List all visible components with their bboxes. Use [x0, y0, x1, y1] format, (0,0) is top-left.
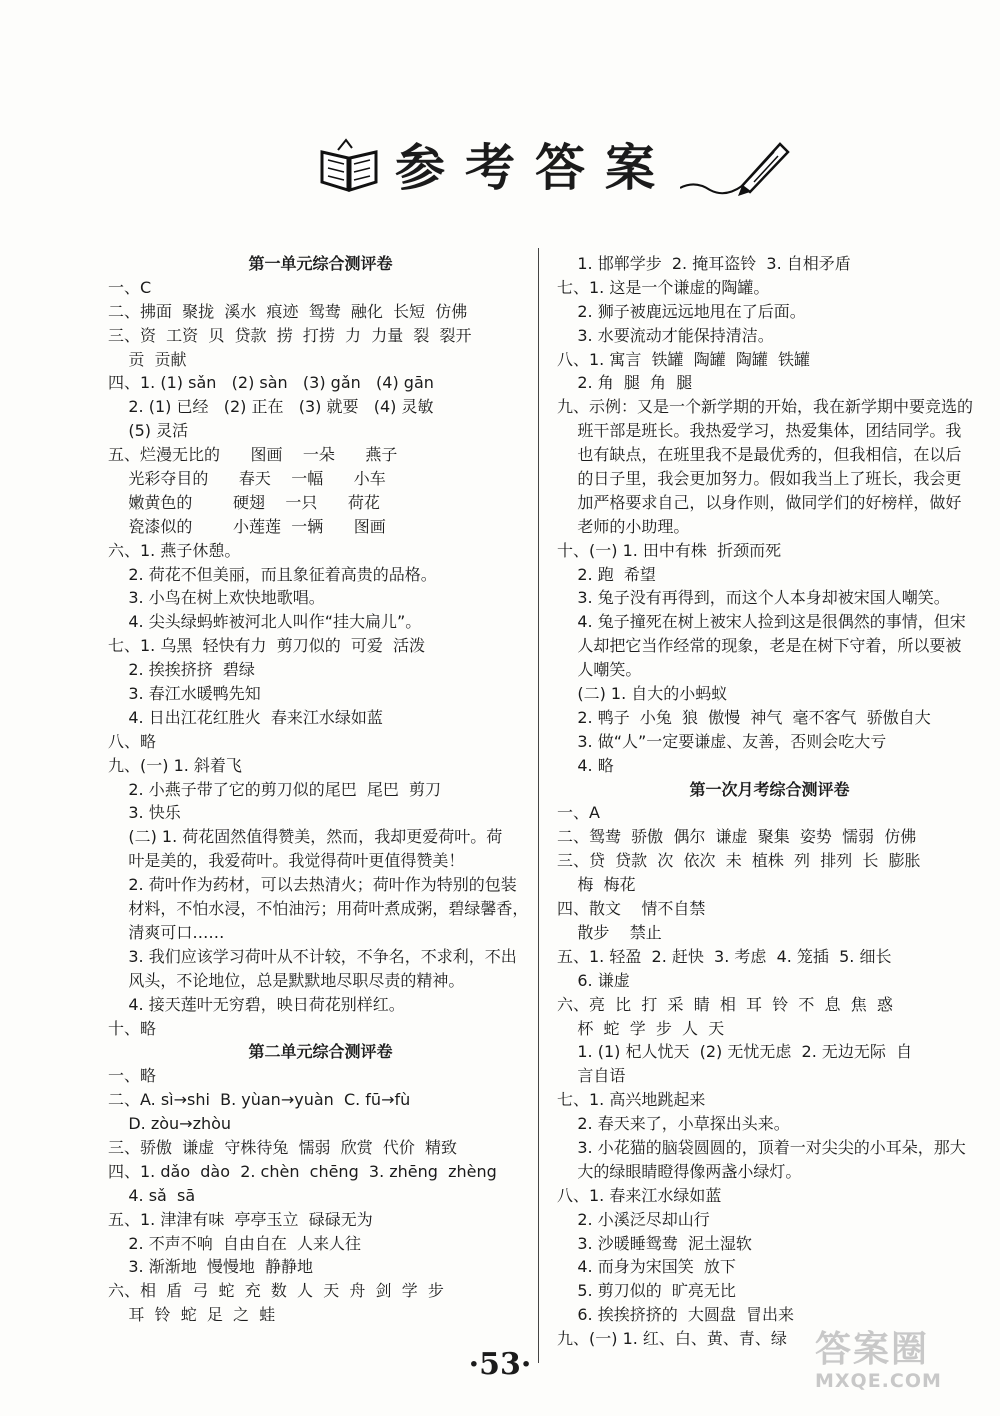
- answer-line: 6. 谦虚: [557, 970, 630, 990]
- answer-line: 叶是美的，我爱荷叶。我觉得荷叶更值得赞美！: [108, 851, 465, 871]
- open-book-icon: [318, 138, 380, 194]
- section-heading: 第二单元综合测评卷: [248, 1042, 393, 1062]
- answer-line: 2. 角 腿 角 腿: [557, 373, 693, 393]
- answer-line: (二) 1. 自大的小蚂蚁: [557, 684, 728, 704]
- pen-icon: [680, 130, 790, 200]
- answer-line: 4. 日出江花红胜火 春来江水绿如蓝: [108, 707, 383, 727]
- answer-line: 一、C: [108, 277, 152, 297]
- answer-line: 2. 挨挨挤挤 碧绿: [108, 660, 255, 680]
- answer-line: 言自语: [557, 1066, 626, 1086]
- page-header: [0, 0, 1000, 240]
- answer-line: 4. 尖头绿蚂蚱被河北人叫作“挂大扁儿”。: [108, 612, 422, 632]
- answer-line: 6. 挨挨挤挤的 大圆盘 冒出来: [557, 1305, 795, 1325]
- answer-line: 也有缺点，在班里我不是最优秀的，但我相信，在以后: [557, 445, 962, 465]
- answer-line: 四、散文 情不自禁: [557, 899, 706, 919]
- answer-line: 四、1. dǎo dào 2. chèn chēng 3. zhēng zhèng: [108, 1161, 497, 1181]
- watermark-logo: [815, 1330, 990, 1410]
- answer-line: 加严格要求自己，以身作则，做同学们的好榜样，做好: [557, 492, 962, 512]
- answer-line: 老师的小助理。: [557, 516, 690, 536]
- answer-line: 人嘲笑。: [557, 660, 642, 680]
- answer-line: 一、略: [108, 1066, 157, 1086]
- answer-line: 1. (1) 杞人忧天 (2) 无忧无虑 2. 无边无际 自: [557, 1042, 913, 1062]
- answer-line: 材料，不怕水浸，不怕油污；用荷叶煮成粥，碧绿馨香，: [108, 899, 529, 919]
- answer-line: 4. 而身为宋国笑 放下: [557, 1257, 736, 1277]
- answer-line: 光彩夺目的 春天 一幅 小车: [108, 469, 386, 489]
- answer-line: 4. sǎ sā: [108, 1185, 196, 1205]
- answer-line: (5) 灵活: [108, 421, 189, 441]
- answer-line: 风头，不论地位，总是默默地尽职尽责的精神。: [108, 970, 465, 990]
- answer-line: 2. 鸭子 小兔 狼 傲慢 神气 毫不客气 骄傲自大: [557, 707, 931, 727]
- answer-line: 十、(一) 1. 田中有株 折颈而死: [557, 540, 782, 560]
- right-answer-column: [557, 252, 982, 1351]
- answer-line: 3. 小花猫的脑袋圆圆的，顶着一对尖尖的小耳朵，那大: [557, 1137, 966, 1157]
- answer-line: 1. 邯郸学步 2. 掩耳盗铃 3. 自相矛盾: [557, 254, 851, 273]
- watermark-mark: 答案圈: [815, 1329, 930, 1370]
- answer-line: 杯 蛇 学 步 人 天: [557, 1018, 725, 1038]
- answer-line: 散步 禁止: [557, 922, 662, 942]
- answer-line: 九、(一) 1. 斜着飞: [108, 755, 242, 775]
- answer-line: 梅 梅花: [557, 875, 636, 895]
- answer-line: 七、1. 这是一个谦虚的陶罐。: [557, 277, 770, 297]
- answer-line: 的日子里，我会更加努力。假如我当上了班长，我会更: [557, 469, 962, 489]
- answer-line: 八、1. 春来江水绿如蓝: [557, 1185, 722, 1205]
- answer-line: 大的绿眼睛瞪得像两盏小绿灯。: [557, 1161, 802, 1181]
- page-title: 参考答案: [395, 138, 675, 197]
- answer-line: 七、1. 高兴地跳起来: [557, 1090, 706, 1110]
- answer-line: 二、A. sì→shi B. yùan→yuàn C. fū→fù: [108, 1090, 411, 1110]
- answer-line: 3. 我们应该学习荷叶从不计较，不争名，不求利，不出: [108, 946, 517, 966]
- answer-line: 3. 沙暖睡鸳鸯 泥土湿软: [557, 1233, 752, 1253]
- answer-line: 五、烂漫无比的 图画 一朵 燕子: [108, 445, 398, 465]
- answer-line: 2. (1) 已经 (2) 正在 (3) 就要 (4) 灵敏: [108, 397, 434, 417]
- answer-line: 清爽可口……: [108, 922, 225, 942]
- answer-line: 3. 快乐: [108, 803, 181, 823]
- answer-line: 2. 荷花不但美丽，而且象征着高贵的品格。: [108, 564, 437, 584]
- answer-line: 2. 荷叶作为药材，可以去热清火；荷叶作为特别的包装: [108, 875, 517, 895]
- answer-line: 4. 略: [557, 755, 614, 775]
- answer-line: 七、1. 乌黑 轻快有力 剪刀似的 可爱 活泼: [108, 636, 426, 656]
- answer-line: 三、贷 贷款 次 依次 未 植株 列 排列 长 膨胀: [557, 851, 921, 871]
- answer-line: 贡 贡献: [108, 349, 187, 369]
- answer-line: 2. 春天来了，小草探出头来。: [557, 1114, 790, 1134]
- answer-line: 班干部是班长。我热爱学习，热爱集体，团结同学。我: [557, 421, 962, 441]
- answer-line: 3. 小鸟在树上欢快地歌唱。: [108, 588, 325, 608]
- watermark-url: MXQE.COM: [815, 1370, 942, 1392]
- answer-line: 五、1. 轻盈 2. 赶快 3. 考虑 4. 笼插 5. 细长: [557, 946, 892, 966]
- answer-line: 六、1. 燕子休憩。: [108, 540, 241, 560]
- answer-line: 四、1. (1) sǎn (2) sàn (3) gǎn (4) gān: [108, 373, 434, 393]
- answer-line: (二) 1. 荷花固然值得赞美，然而，我却更爱荷叶。荷: [108, 827, 503, 847]
- answer-line: 5. 剪刀似的 旷亮无比: [557, 1281, 736, 1301]
- answer-line: 2. 不声不响 自由自在 人来人往: [108, 1233, 362, 1253]
- answer-line: 三、资 工资 贝 贷款 捞 打捞 力 力量 裂 裂开: [108, 325, 472, 345]
- answer-line: 十、略: [108, 1018, 157, 1038]
- answer-line: 人却把它当作经常的现象，老是在树下守着，所以要被: [557, 636, 962, 656]
- answer-line: D. zòu→zhòu: [108, 1114, 232, 1134]
- answer-line: 九、示例：又是一个新学期的开始，我在新学期中要竞选的: [557, 397, 974, 417]
- answer-line: 二、拂面 聚拢 溪水 痕迹 鸳鸯 融化 长短 仿佛: [108, 301, 468, 321]
- page-number: ·53·: [468, 1347, 532, 1382]
- section-heading: 第一单元综合测评卷: [248, 254, 393, 273]
- answer-line: 3. 做“人”一定要谦虚、友善，否则会吃大亏: [557, 731, 887, 751]
- left-answer-column: [108, 252, 533, 1327]
- answer-line: 九、(一) 1. 红、白、黄、青、绿: [557, 1329, 787, 1349]
- answer-line: 2. 狮子被鹿远远地甩在了后面。: [557, 301, 806, 321]
- answer-line: 3. 水要流动才能保持清洁。: [557, 325, 774, 345]
- answer-line: 4. 接天莲叶无穷碧，映日荷花别样红。: [108, 994, 405, 1014]
- answer-line: 一、A: [557, 803, 600, 823]
- answer-line: 2. 小燕子带了它的剪刀似的尾巴 尾巴 剪刀: [108, 779, 442, 799]
- answer-line: 八、略: [108, 731, 157, 751]
- answer-line: 六、相 盾 弓 蛇 充 数 人 天 舟 剑 学 步: [108, 1281, 444, 1301]
- column-divider: [538, 248, 539, 1363]
- answer-line: 六、亮 比 打 采 睛 相 耳 铃 不 息 焦 惑: [557, 994, 893, 1014]
- answer-line: 二、鸳鸯 骄傲 偶尔 谦虚 聚集 姿势 懦弱 仿佛: [557, 827, 917, 847]
- answer-line: 八、1. 寓言 铁罐 陶罐 陶罐 铁罐: [557, 349, 811, 369]
- answer-line: 2. 小溪泛尽却山行: [557, 1209, 710, 1229]
- answer-line: 三、骄傲 谦虚 守株待兔 懦弱 欣赏 代价 精致: [108, 1137, 458, 1157]
- answer-line: 4. 兔子撞死在树上被宋人捡到这是很偶然的事情，但宋: [557, 612, 966, 632]
- answer-line: 2. 跑 希望: [557, 564, 656, 584]
- section-heading: 第一次月考综合测评卷: [689, 779, 850, 799]
- answer-line: 嫩黄色的 硬翅 一只 荷花: [108, 492, 380, 512]
- answer-line: 3. 渐渐地 慢慢地 静静地: [108, 1257, 314, 1277]
- answer-line: 3. 兔子没有再得到，而这个人本身却被宋国人嘲笑。: [557, 588, 950, 608]
- answer-line: 五、1. 津津有味 亭亭玉立 碌碌无为: [108, 1209, 373, 1229]
- answer-line: 3. 春江水暖鸭先知: [108, 684, 261, 704]
- answer-line: 瓷漆似的 小莲莲 一辆 图画: [108, 516, 386, 536]
- answer-line: 耳 铃 蛇 足 之 蛙: [108, 1305, 276, 1325]
